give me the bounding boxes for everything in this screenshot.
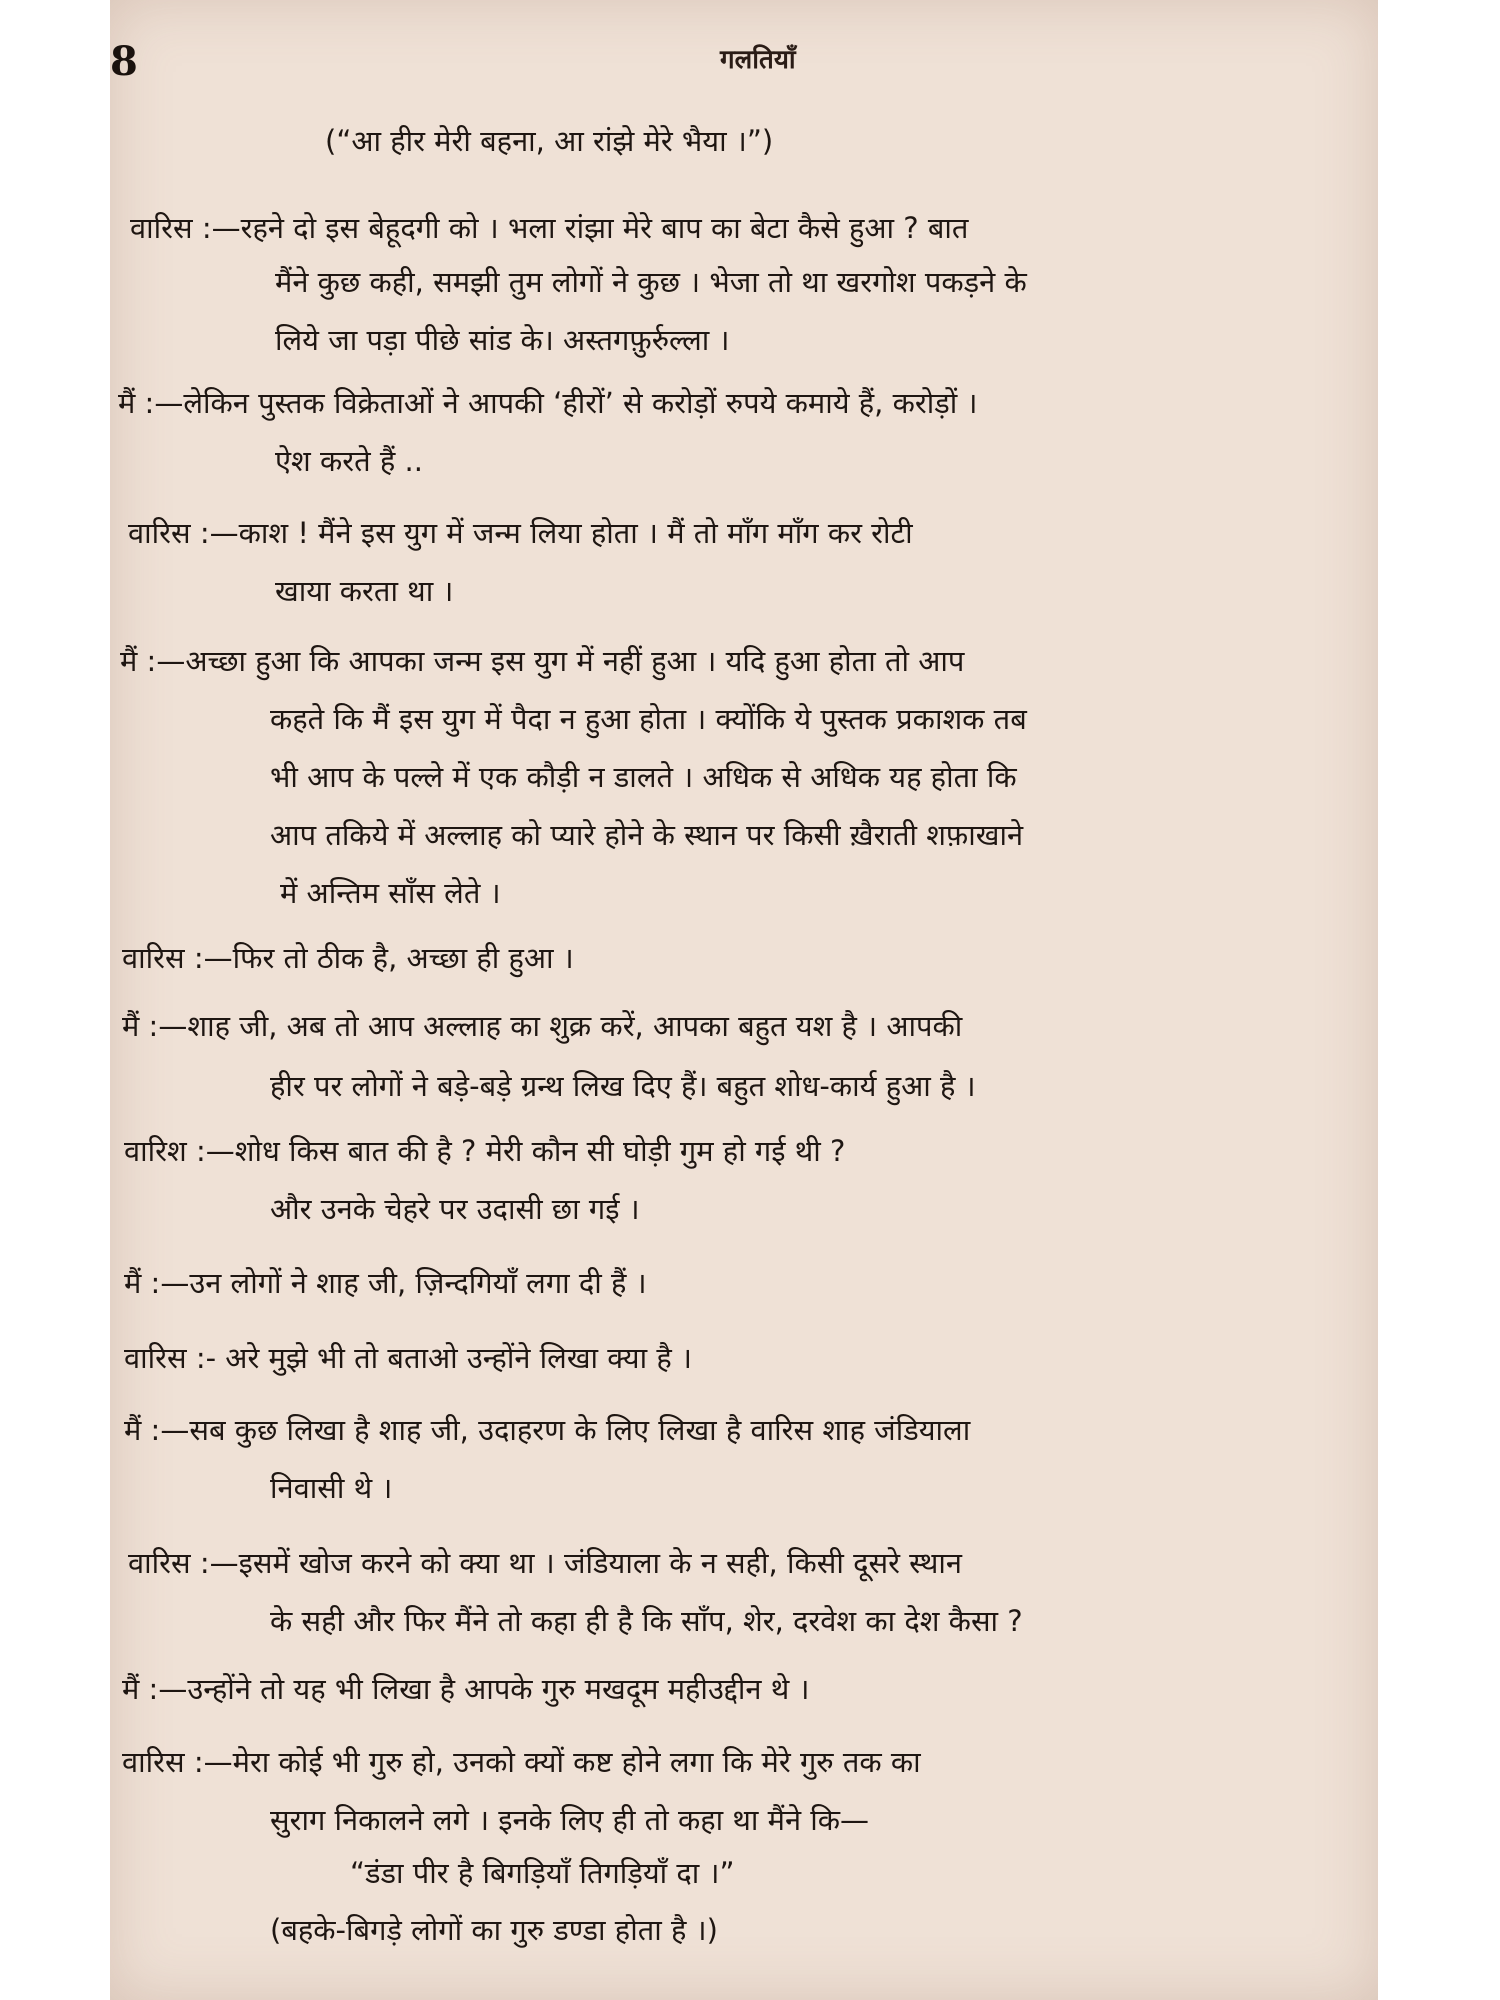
dialogue-line: हीर पर लोगों ने बड़े-बड़े ग्रन्थ लिख दिए हैं। बहुत शोध-कार्य हुआ है ।: [270, 1069, 976, 1103]
dialogue-line: निवासी थे ।: [270, 1471, 393, 1505]
dialogue-line: आप तकिये में अल्लाह को प्यारे होने के स्थान पर किसी ख़ैराती शफ़ाखाने: [270, 818, 1024, 852]
dialogue-line: मैंने कुछ कही, समझी तुम लोगों ने कुछ । भेजा तो था खरगोश पकड़ने के: [275, 265, 1027, 299]
running-head: गलतियाँ: [720, 45, 796, 75]
verse-line: (बहके-बिगड़े लोगों का गुरु डण्डा होता है ।): [270, 1913, 718, 1947]
dialogue-line: वारिस :—काश ! मैंने इस युग में जन्म लिया होता । मैं तो माँग माँग कर रोटी: [128, 516, 913, 550]
dialogue-line: ऐश करते हैं ..: [275, 444, 423, 478]
dialogue-line: वारिस :—फिर तो ठीक है, अच्छा ही हुआ ।: [122, 941, 574, 975]
dialogue-line: के सही और फिर मैंने तो कहा ही है कि साँप, शेर, दरवेश का देश कैसा ?: [270, 1604, 1023, 1638]
dialogue-line: वारिस :- अरे मुझे भी तो बताओ उन्होंने लिखा क्या है ।: [124, 1341, 692, 1375]
dialogue-line: मैं :—सब कुछ लिखा है शाह जी, उदाहरण के लिए लिखा है वारिस शाह जंडियाला: [124, 1413, 971, 1447]
dialogue-line: खाया करता था ।: [275, 574, 454, 608]
dialogue-line: मैं :—उन्होंने तो यह भी लिखा है आपके गुरु मखदूम महीउद्दीन थे ।: [122, 1672, 810, 1706]
verse-line: “डंडा पीर है बिगड़ियाँ तिगड़ियाँ दा ।”: [350, 1856, 735, 1890]
book-page: [110, 0, 1378, 2000]
dialogue-line: कहते कि मैं इस युग में पैदा न हुआ होता । क्योंकि ये पुस्तक प्रकाशक तब: [270, 702, 1027, 736]
dialogue-line: लिये जा पड़ा पीछे सांड के। अस्तगफ़ुर्रुल्ला ।: [275, 323, 730, 357]
dialogue-line: वारिस :—इसमें खोज करने को क्या था । जंडियाला के न सही, किसी दूसरे स्थान: [128, 1546, 963, 1580]
dialogue-line: मैं :—अच्छा हुआ कि आपका जन्म इस युग में नहीं हुआ । यदि हुआ होता तो आप: [120, 644, 965, 678]
dialogue-line: भी आप के पल्ले में एक कौड़ी न डालते । अधिक से अधिक यह होता कि: [270, 760, 1017, 794]
dialogue-line: वारिश :—शोध किस बात की है ? मेरी कौन सी घोड़ी गुम हो गई थी ?: [124, 1134, 846, 1168]
dialogue-line: मैं :—लेकिन पुस्तक विक्रेताओं ने आपकी ‘हीरों’ से करोड़ों रुपये कमाये हैं, करोड़ों ।: [118, 386, 978, 420]
dialogue-line: मैं :—शाह जी, अब तो आप अल्लाह का शुक्र करें, आपका बहुत यश है । आपकी: [122, 1009, 963, 1043]
dialogue-line: में अन्तिम साँस लेते ।: [280, 876, 501, 910]
dialogue-line: मैं :—उन लोगों ने शाह जी, ज़िन्दगियाँ लगा दी हैं ।: [124, 1266, 647, 1300]
dialogue-line: वारिस :—मेरा कोई भी गुरु हो, उनको क्यों कष्ट होने लगा कि मेरे गुरु तक का: [122, 1745, 921, 1779]
page-number: 8: [110, 38, 138, 85]
dialogue-line: वारिस :—रहने दो इस बेहूदगी को । भला रांझा मेरे बाप का बेटा कैसे हुआ ? बात: [130, 211, 969, 245]
dialogue-line: सुराग निकालने लगे । इनके लिए ही तो कहा था मैंने कि—: [270, 1803, 870, 1837]
dialogue-line: और उनके चेहरे पर उदासी छा गई ।: [270, 1192, 640, 1226]
verse-line: (“आ हीर मेरी बहना, आ रांझे मेरे भैया ।”): [325, 124, 774, 158]
